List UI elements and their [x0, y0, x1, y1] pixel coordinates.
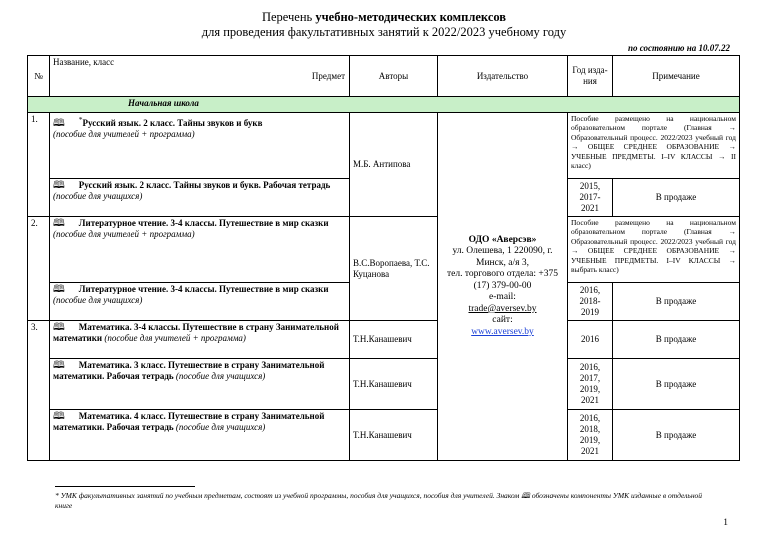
table-row: 🕮 Математика. 3 класс. Путешествие в страну Занимательной математики. Рабочая тетрадь (пособие для учащихся) Т.Н.Канашевич 2016, 2017, 2019, 2021 В продаже: [28, 359, 740, 410]
doc-subtitle: для проведения факультативных занятий к 2022/2023 учебному году: [201, 25, 567, 39]
book-icon: 🕮: [53, 218, 65, 229]
table-row: 🕮 Математика. 4 класс. Путешествие в страну Занимательной математики. Рабочая тетрадь (пособие для учащихся) Т.Н.Канашевич 2016, 2018, 2019, 2021 В продаже: [28, 410, 740, 461]
table-row: 🕮 Литературное чтение. 3-4 классы. Путешествие в мир сказки (пособие для учащихся) 2016, 2018-2019 В продаже: [28, 283, 740, 321]
footnote-divider: [55, 486, 195, 487]
book-icon: 🕮: [53, 360, 65, 371]
footnote: * УМК факультативных занятий по учебным предметам, состоят из учебной программы, пособия для учащихся, пособия для учителей. Знаком 🕮 обозначены компоненты УМК изданные в отдельной книге: [55, 491, 703, 510]
table-row: 2. 🕮 Литературное чтение. 3-4 классы. Путешествие в мир сказки (пособие для учителей + программа) В.С.Воропаева, Т.С. Куцанова Пособие размещено на национальном образовательном портале (Главная → Образовательный процесс. 2022/2023 учебный год → ОБЩЕЕ СРЕДНЕЕ ОБРАЗОВАНИЕ → УЧЕБНЫЕ ПРЕДМЕТЫ. I–IV КЛАССЫ → выбрать класс): [28, 217, 740, 283]
col-name-subject: Название, класс Предмет: [50, 56, 350, 97]
page-number: 1: [723, 518, 728, 528]
col-publisher: Издательство: [438, 56, 568, 97]
col-note: Примечание: [613, 56, 740, 97]
site-link[interactable]: www.aversev.by: [471, 326, 534, 337]
authors-cell: М.Б. Антипова: [350, 113, 438, 217]
note-cell: Пособие размещено на национальном образовательном портале (Главная → Образовательный процесс. 2022/2023 учебный год → ОБЩЕЕ СРЕДНЕЕ ОБРАЗОВАНИЕ → УЧЕБНЫЕ ПРЕДМЕТЫ. I–IV КЛАССЫ → II класс): [568, 113, 740, 179]
section-row: [28, 97, 740, 113]
table-row: 1. 🕮 *Русский язык. 2 класс. Тайны звуков и букв (пособие для учителей + программа) М.Б. Антипова ОДО «Аверсэв» ул. Олешева, 1 220090, г. Минск, а/я 3, тел. торгового отдела: +375 (17) 379-00-00 e-mail: trade@aversev.by сайт: www.aversev.by Пособие размещено на национальном образовательном портале (Главная → Образовательный процесс. 2022/2023 учебный год → ОБЩЕЕ СРЕДНЕЕ ОБРАЗОВАНИЕ → УЧЕБНЫЕ ПРЕДМЕТЫ. I–IV КЛАССЫ → II класс): [28, 113, 740, 179]
book-icon: 🕮: [53, 284, 65, 295]
note-cell: Пособие размещено на национальном образовательном портале (Главная → Образовательный процесс. 2022/2023 учебный год → ОБЩЕЕ СРЕДНЕЕ ОБРАЗОВАНИЕ → УЧЕБНЫЕ ПРЕДМЕТЫ. I–IV КЛАССЫ → выбрать класс): [568, 217, 740, 283]
umk-table: [27, 55, 740, 461]
publisher-cell: ОДО «Аверсэв» ул. Олешева, 1 220090, г. Минск, а/я 3, тел. торгового отдела: +375 (17) 379-00-00 e-mail: trade@aversev.by сайт: www.aversev.by: [438, 113, 568, 461]
col-num: №: [28, 56, 50, 97]
table-header: [28, 56, 740, 97]
authors-cell: В.С.Воропаева, Т.С. Куцанова: [350, 217, 438, 321]
table-row: 3. 🕮 Математика. 3-4 классы. Путешествие в страну Занимательной математики (пособие для учителей + программа) Т.Н.Канашевич 2016 В продаже: [28, 321, 740, 359]
doc-title: Перечень учебно-методических комплексов: [261, 10, 507, 24]
email-link[interactable]: trade@aversev.by: [468, 303, 537, 314]
book-icon: 🕮: [53, 411, 65, 422]
section-title: Начальная школа: [28, 97, 740, 113]
col-authors: Авторы: [350, 56, 438, 97]
as-of-date: по состоянию на 10.07.22: [628, 43, 730, 53]
book-icon: 🕮: [53, 180, 65, 191]
table-row: 🕮 Русский язык. 2 класс. Тайны звуков и букв. Рабочая тетрадь (пособие для учащихся) 2015, 2017-2021 В продаже: [28, 179, 740, 217]
book-icon: 🕮: [53, 322, 65, 333]
col-year: Год изда-ния: [568, 56, 613, 97]
book-icon: 🕮: [53, 118, 65, 129]
